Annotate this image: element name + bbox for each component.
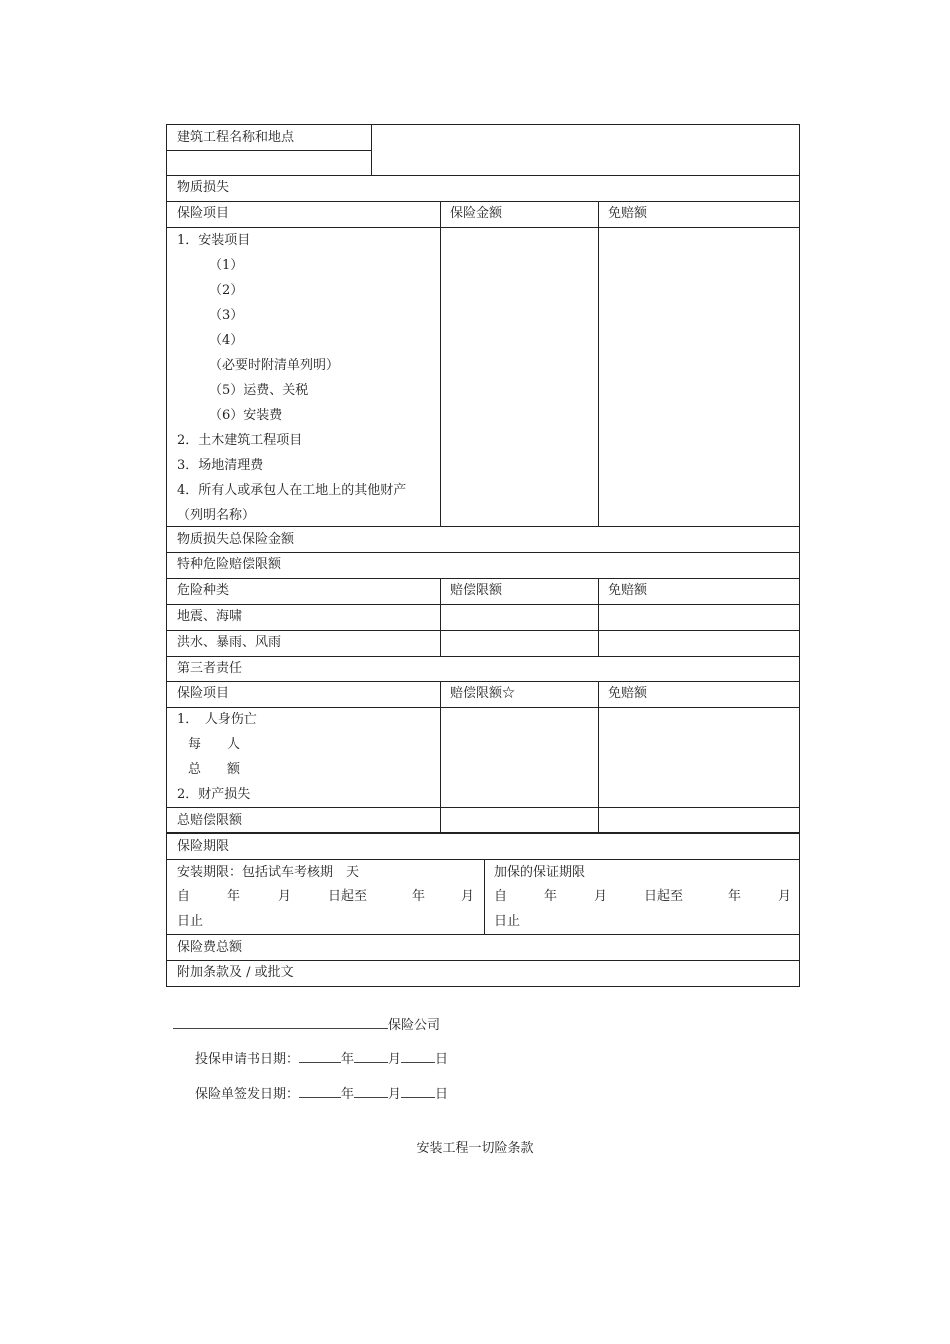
list-item: （1） bbox=[209, 258, 244, 273]
period-section-label: 保险期限 bbox=[177, 839, 230, 854]
project-row bbox=[166, 124, 800, 176]
day-label: 日 bbox=[435, 1087, 449, 1102]
month-label: 月 bbox=[388, 1052, 402, 1067]
list-item: 3．场地清理费 bbox=[177, 458, 264, 473]
list-item: 每 人 bbox=[188, 737, 241, 752]
day-to-text: 日起至 bbox=[328, 889, 368, 904]
list-item: 总 额 bbox=[188, 762, 241, 777]
year-blank bbox=[299, 1049, 341, 1063]
third-party-section-row bbox=[166, 657, 800, 682]
day-blank bbox=[401, 1049, 435, 1063]
third-party-total-row bbox=[166, 808, 800, 834]
material-header-row bbox=[166, 202, 800, 228]
month-char: 月 bbox=[594, 889, 608, 904]
month-char: 月 bbox=[278, 889, 292, 904]
list-item: 4．所有人或承包人在工地上的其他财产 bbox=[177, 483, 407, 498]
company-label: 保险公司 bbox=[388, 1018, 441, 1033]
list-item: 1．安装项目 bbox=[177, 233, 251, 248]
col-amount-header: 保险金额 bbox=[450, 206, 503, 221]
year-char: 年 bbox=[412, 889, 426, 904]
col-limit-header: 赔偿限额☆ bbox=[450, 686, 516, 701]
day-end-text: 日止 bbox=[177, 914, 204, 929]
list-item: 2．财产损失 bbox=[177, 787, 251, 802]
day-end-text: 日止 bbox=[494, 914, 521, 929]
year-char: 年 bbox=[728, 889, 742, 904]
list-item: （3） bbox=[209, 308, 244, 323]
from-char: 自 bbox=[494, 889, 508, 904]
list-item: （必要时附清单列明） bbox=[209, 358, 340, 373]
col-deductible-header: 免赔额 bbox=[608, 583, 648, 598]
install-period-label: 安装期限：包括试车考核期 天 bbox=[177, 865, 360, 880]
col-deductible-header: 免赔额 bbox=[608, 206, 648, 221]
apply-date-line bbox=[195, 1048, 448, 1067]
endorsement-row bbox=[166, 961, 800, 987]
list-item: （列明名称） bbox=[177, 508, 256, 523]
material-items-row bbox=[166, 228, 800, 527]
period-section-row bbox=[166, 834, 800, 860]
risk-label: 地震、海啸 bbox=[177, 609, 243, 624]
year-label: 年 bbox=[341, 1087, 355, 1102]
material-section-label: 物质损失 bbox=[177, 180, 230, 195]
list-item: （2） bbox=[209, 283, 244, 298]
table-row bbox=[166, 631, 800, 657]
risk-label: 洪水、暴雨、风雨 bbox=[177, 635, 282, 650]
list-item: 2．土木建筑工程项目 bbox=[177, 433, 303, 448]
col-limit-header: 赔偿限额 bbox=[450, 583, 503, 598]
material-total-row bbox=[166, 527, 800, 553]
issue-date-label: 保险单签发日期： bbox=[195, 1087, 300, 1102]
premium-row bbox=[166, 935, 800, 961]
special-section-row bbox=[166, 553, 800, 579]
year-blank bbox=[299, 1084, 341, 1098]
company-line bbox=[173, 1014, 440, 1033]
third-party-header-row bbox=[166, 682, 800, 708]
col-risk-header: 危险种类 bbox=[177, 583, 230, 598]
col-deductible-header: 免赔额 bbox=[608, 686, 648, 701]
from-char: 自 bbox=[177, 889, 191, 904]
month-blank bbox=[354, 1084, 388, 1098]
col-item-header: 保险项目 bbox=[177, 206, 230, 221]
footer-title: 安装工程一切险条款 bbox=[416, 1141, 534, 1156]
issue-date-line bbox=[195, 1083, 448, 1102]
company-blank bbox=[173, 1015, 388, 1029]
material-total-label: 物质损失总保险金额 bbox=[177, 532, 295, 547]
list-item: （5）运费、关税 bbox=[209, 383, 309, 398]
month-blank bbox=[354, 1049, 388, 1063]
list-item: （6）安装费 bbox=[209, 408, 283, 423]
third-party-total-label: 总赔偿限额 bbox=[177, 813, 243, 828]
table-row bbox=[166, 605, 800, 631]
month-label: 月 bbox=[388, 1087, 402, 1102]
material-section-row bbox=[166, 176, 800, 202]
apply-date-label: 投保申请书日期： bbox=[195, 1052, 300, 1067]
year-label: 年 bbox=[341, 1052, 355, 1067]
day-label: 日 bbox=[435, 1052, 449, 1067]
premium-label: 保险费总额 bbox=[177, 940, 243, 955]
third-party-section-label: 第三者责任 bbox=[177, 661, 243, 676]
list-item: 1． 人身伤亡 bbox=[177, 712, 257, 727]
extended-period-label: 加保的保证期限 bbox=[494, 865, 586, 880]
third-party-items-row bbox=[166, 708, 800, 808]
project-label: 建筑工程名称和地点 bbox=[177, 130, 295, 145]
list-item: （4） bbox=[209, 333, 244, 348]
month-char: 月 bbox=[778, 889, 792, 904]
special-section-label: 特种危险赔偿限额 bbox=[177, 557, 282, 572]
endorsement-label: 附加条款及 / 或批文 bbox=[177, 965, 294, 980]
special-header-row bbox=[166, 579, 800, 605]
day-blank bbox=[401, 1084, 435, 1098]
day-to-text: 日起至 bbox=[644, 889, 684, 904]
month-char: 月 bbox=[461, 889, 475, 904]
year-char: 年 bbox=[544, 889, 558, 904]
period-detail-row bbox=[166, 860, 800, 935]
year-char: 年 bbox=[227, 889, 241, 904]
col-item-header: 保险项目 bbox=[177, 686, 230, 701]
